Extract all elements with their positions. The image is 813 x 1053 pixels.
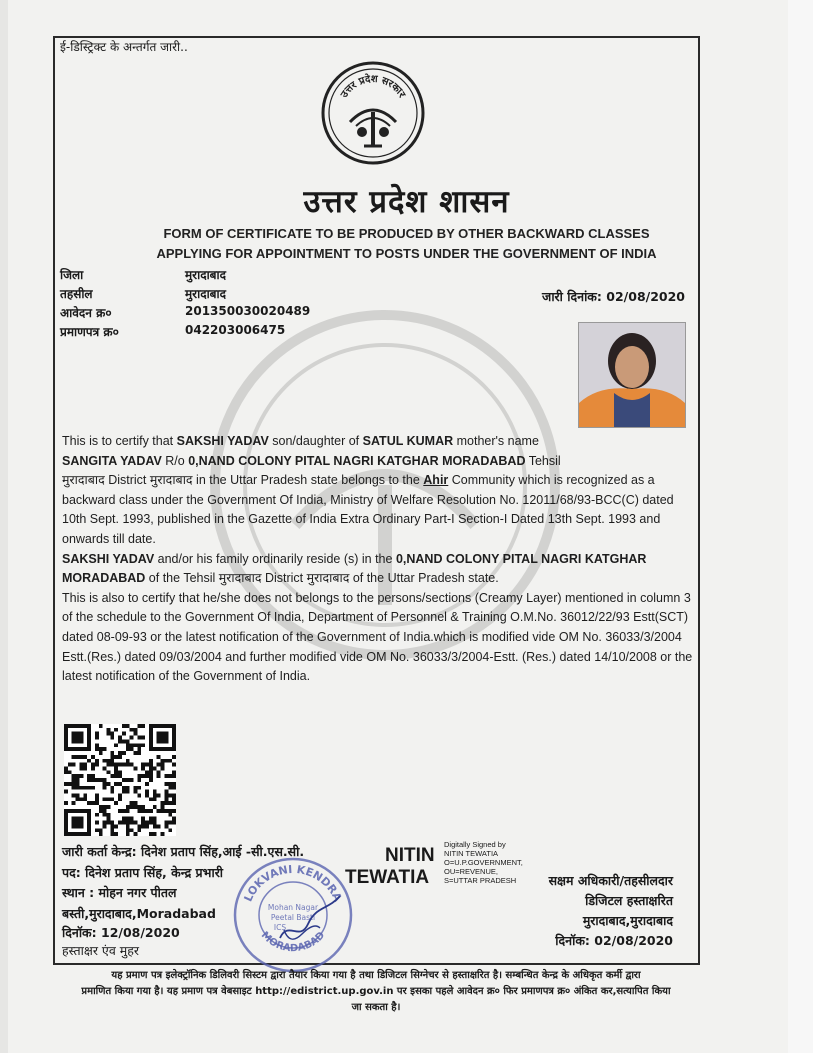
page-edge xyxy=(788,0,813,1053)
body-text: in the Uttar Pradesh state belongs to the xyxy=(192,473,424,488)
applicant-name: SAKSHI YADAV xyxy=(62,551,155,566)
application-number-value: 201350030020489 xyxy=(185,304,311,318)
seal-inner-line: Peetal Basti xyxy=(270,913,316,922)
issue-date-label: जारी दिनांक: xyxy=(542,289,602,304)
signature-meta-line: O=U.P.GOVERNMENT, xyxy=(444,858,523,867)
issuer-date: दिनॉक: 12/08/2020 xyxy=(62,925,180,940)
competent-authority-title: सक्षम अधिकारी/तहसीलदार xyxy=(548,873,673,888)
footer-line: प्रमाणित किया गया है। यह प्रमाण पत्र वेबसाइट http://edistrict.up.gov.in पर इसका पहले आवेदन क्र० फिर प्रमाणपत्र क्र० अंकित कर,सत्यापित किया xyxy=(81,986,671,997)
application-number-label: आवेदन क्र० xyxy=(60,306,112,320)
residence-address: 0,NAND COLONY PITAL NAGRI KATGHAR MORADABAD xyxy=(188,453,526,468)
emblem-text: उत्तर प्रदेश सरकार xyxy=(338,73,408,100)
person-photo-icon xyxy=(579,323,685,427)
footer-line: जा सकता है। xyxy=(351,1002,401,1013)
digital-signature-name xyxy=(345,845,435,889)
certificate-paragraph-2 xyxy=(62,550,694,589)
seal-inner-line: Mohan Nagar xyxy=(267,903,319,912)
government-title: उत्तर प्रदेश शासन xyxy=(303,184,510,220)
qr-code[interactable] xyxy=(64,724,176,836)
district-name: मुरादाबाद xyxy=(149,473,193,488)
up-government-emblem xyxy=(320,60,426,166)
issuer-place: स्थान : मोहन नगर पीतल xyxy=(62,885,177,900)
residence-address: 0,NAND COLONY PITAL NAGRI KATGHAR MORADABAD xyxy=(62,551,647,586)
certificate-body xyxy=(62,432,694,687)
certificate-number-value: 042203006475 xyxy=(185,323,286,337)
district-value: मुरादाबाद xyxy=(185,268,227,282)
issued-under-note: ई-डिस्ट्रिक्ट के अन्तर्गत जारी.. xyxy=(60,40,188,54)
body-text: R/o xyxy=(161,453,189,468)
seal-inner-line: ICS xyxy=(273,923,287,932)
father-name: SATUL KUMAR xyxy=(362,434,454,448)
svg-text:MORADABAD xyxy=(259,930,328,954)
certificate-number-label: प्रमाणपत्र क्र० xyxy=(60,325,119,339)
body-text: of the Tehsil xyxy=(145,571,219,586)
district-label: जिला xyxy=(60,268,84,282)
verification-footer xyxy=(60,968,692,1016)
tehsil-name: मुरादाबाद xyxy=(218,571,262,586)
body-text: Community which is recognized as a backward class under the Government Of India, Ministry of Welfare Resolution No. 12011/68/93-BCC(C) dated 10th Sept. 1993, published in the Gazette of India Extra Ordinary Part-I Section-I Dated 13th Sept. 1993 and onwards till date. xyxy=(62,473,674,546)
form-title-line-1: FORM OF CERTIFICATE TO BE PRODUCED BY OTHER BACKWARD CLASSES xyxy=(163,226,650,241)
certificate-paragraph-1 xyxy=(62,432,694,550)
community-name: Ahir xyxy=(423,473,449,488)
body-text: and/or his family ordinarily reside (s) in the xyxy=(154,551,396,566)
body-text: District xyxy=(261,571,307,586)
signature-meta-line: Digitally Signed by xyxy=(444,840,506,849)
tehsil-label: तहसील xyxy=(60,287,93,301)
body-text: This is to certify that xyxy=(62,434,177,448)
mother-name: SANGITA YADAV xyxy=(62,453,162,468)
form-title-line-2: APPLYING FOR APPOINTMENT TO POSTS UNDER THE GOVERNMENT OF INDIA xyxy=(156,246,657,261)
digitally-signed-note: डिजिटल हस्ताक्षरित xyxy=(585,893,673,908)
body-text: of the Uttar Pradesh state. xyxy=(349,571,499,586)
issuer-locality: बस्ती,मुरादाबाद,Moradabad xyxy=(62,906,216,921)
lokvani-kendra-seal xyxy=(228,850,358,980)
applicant-photo xyxy=(578,322,686,428)
authority-place: मुरादाबाद,मुरादाबाद xyxy=(582,913,673,928)
signature-meta-line: NITIN TEWATIA xyxy=(444,849,499,858)
signature-meta-line: OU=REVENUE, xyxy=(444,867,498,876)
tehsil-value: मुरादाबाद xyxy=(185,287,227,301)
body-text: son/daughter of xyxy=(268,434,363,448)
issue-date xyxy=(542,288,685,305)
district-name: मुरादाबाद xyxy=(306,571,350,586)
signer-last-name: TEWATIA xyxy=(345,867,430,888)
signature-and-seal-note: हस्ताक्षर एंव मुहर xyxy=(62,943,139,958)
signer-first-name: NITIN xyxy=(385,845,435,866)
issuer-center: जारी कर्ता केन्द्र: दिनेश प्रताप सिंह,आई -सी.एस.सी. xyxy=(62,844,305,859)
digital-signature-details xyxy=(444,840,523,885)
body-text: District xyxy=(104,473,150,488)
certificate-paragraph-3: This is also to certify that he/she does not belongs to the persons/sections (Creamy Layer) mentioned in column 3 of the schedule to the Government Of India, Department of Personnel & Training O.M.No. 36012/22/93 Estt(SCT) dated 08-09-93 or the latest notification of the Government of India.which is modified vide OM No. 36033/3/2004 Estt.(Res.) dated 09/03/2004 and further modified vide OM No. 36033/3/2004-Estt. (Res.) dated 14/10/2008 or the latest notification of the Government of India. xyxy=(62,590,693,684)
seal-top-text: LOKVANI KENDRA xyxy=(241,862,345,904)
applicant-name: SAKSHI YADAV xyxy=(176,434,269,448)
issuer-post: पद: दिनेश प्रताप सिंह, केन्द्र प्रभारी xyxy=(62,865,224,880)
issue-date-value: 02/08/2020 xyxy=(606,289,685,304)
footer-line: यह प्रमाण पत्र इलेक्ट्रॉनिक डिलिवरी सिस्टम द्वारा तैयार किया गया है तथा डिजिटल सिग्नेचर से हस्ताक्षरित है। सम्बन्धित केन्द्र के अधिकृत कर्मी द्वारा xyxy=(111,970,641,981)
tehsil-name: मुरादाबाद xyxy=(62,473,105,488)
signature-meta-line: S=UTTAR PRADESH xyxy=(444,876,517,885)
svg-text:LOKVANI KENDRA xyxy=(242,863,345,904)
seal-bottom-text: MORADABAD xyxy=(258,929,328,955)
authority-date: दिनॉक: 02/08/2020 xyxy=(555,933,673,948)
body-text: mother's name xyxy=(453,434,539,448)
body-text: Tehsil xyxy=(525,453,561,468)
